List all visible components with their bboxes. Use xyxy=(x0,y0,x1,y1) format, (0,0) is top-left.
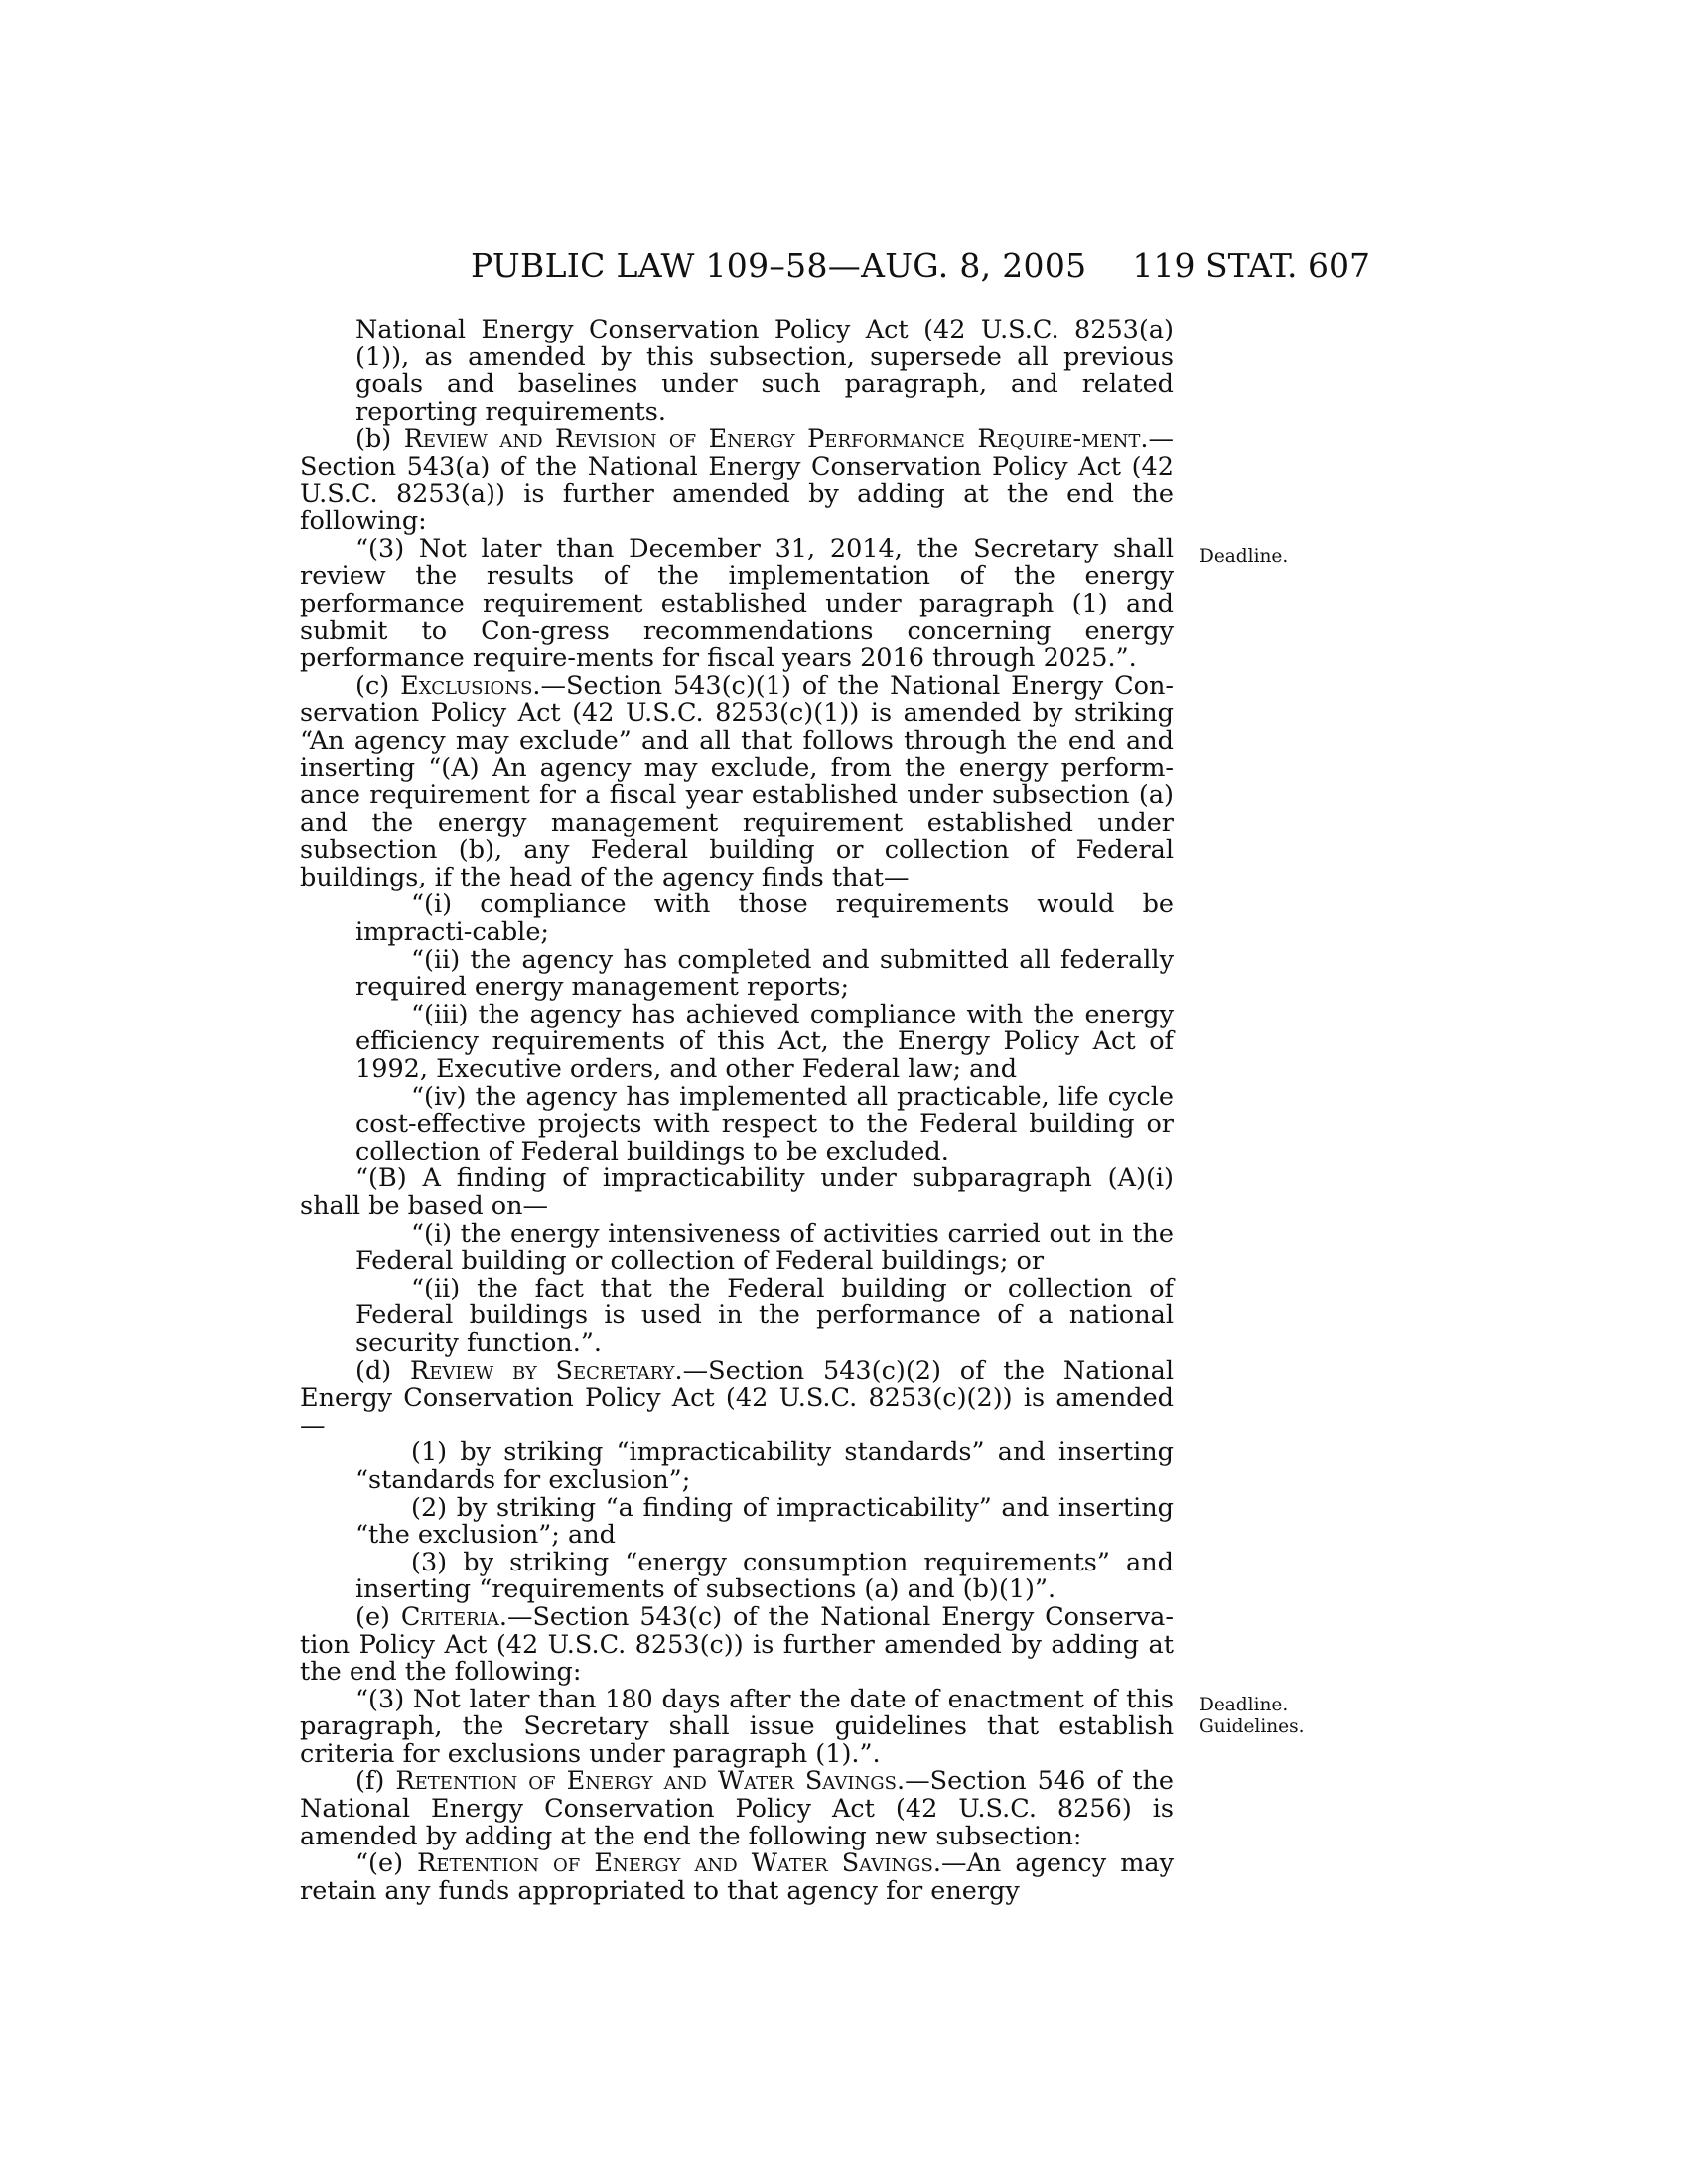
subsection-e: (e) Criteria.—Section 543(c) of the National Energy Conserva-tion Policy Act (42 U.S.C. 8253(c)) is further amended by adding at the end the following: xyxy=(300,1601,1174,1688)
margin-note-deadline: Deadline. xyxy=(1199,546,1289,567)
subsection-f: (f) Retention of Energy and Water Savings.—Section 546 of the National Energy Conservation Policy Act (42 U.S.C. 8256) is amended by adding at the end the following new subsection: xyxy=(300,1766,1174,1851)
subsection-heading: Retention of Energy and Water Savings. xyxy=(417,1848,941,1879)
clause: “(iii) the agency has achieved compliance with the energy efficiency requirements of this Act, the Energy Policy Act of 1992, Executive orders, and other Federal law; and xyxy=(355,999,1174,1085)
quoted-subsection: “(e) Retention of Energy and Water Savings.—An agency may retain any funds appropriated to that agency for energy xyxy=(300,1848,1174,1906)
subsection-b: (b) Review and Revision of Energy Performance Require-ment.—Section 543(a) of the National Energy Conservation Policy Act (42 U.S.C. 8253(a)) is further amended by adding at the end the following: xyxy=(300,424,1174,537)
page-header xyxy=(298,246,1370,290)
paragraph-item: (2) by striking “a finding of impracticability” and inserting “the exclusion”; and xyxy=(355,1492,1174,1551)
subsection-heading: Review and Revision of Energy Performance Require-ment. xyxy=(403,424,1149,455)
subparagraph: “(B) A finding of impracticability under subparagraph (A)(i) shall be based on— xyxy=(300,1163,1174,1221)
clause: “(i) compliance with those requirements would be impracti-cable; xyxy=(355,889,1174,948)
clause: “(iv) the agency has implemented all practicable, life cycle cost-effective projects with respect to the Federal building or collection of Federal buildings to be excluded. xyxy=(355,1081,1174,1166)
quoted-paragraph: “(3) Not later than 180 days after the date of enactment of this paragraph, the Secretary shall issue guidelines that establish criteria for exclusions under paragraph (1).”. xyxy=(300,1684,1174,1769)
subsection-d: (d) Review by Secretary.—Section 543(c)(2) of the National Energy Conservation Policy Act (42 U.S.C. 8253(c)(2)) is amended— xyxy=(300,1355,1174,1440)
subsection-heading: Exclusions. xyxy=(400,670,541,701)
clause: “(ii) the fact that the Federal building or collection of Federal buildings is used in the performance of a national security function.”. xyxy=(355,1273,1174,1358)
paragraph-item: (1) by striking “impracticability standards” and inserting “standards for exclusion”; xyxy=(355,1437,1174,1495)
paragraph-item: (3) by striking “energy consumption requirements” and inserting “requirements of subsections (a) and (b)(1)”. xyxy=(355,1547,1174,1605)
running-head: PUBLIC LAW 109–58—AUG. 8, 2005 xyxy=(471,246,1087,285)
margin-note-guidelines: Guidelines. xyxy=(1199,1716,1305,1737)
quoted-paragraph: “(3) Not later than December 31, 2014, the Secretary shall review the results of the implementation of the energy performance requirement established under paragraph (1) and submit to Con-gress recommendations concerning energy performance require-ments for fiscal years 2016 through 2025.”. xyxy=(300,533,1174,674)
subsection-heading: Criteria. xyxy=(400,1601,507,1632)
subsection-heading: Retention of Energy and Water Savings. xyxy=(395,1766,906,1797)
subsection-c: (c) Exclusions.—Section 543(c)(1) of the National Energy Con-servation Policy Act (42 U.S.C. 8253(c)(1)) is amended by striking “An agency may exclude” and all that follows through the end and inserting “(A) An agency may exclude, from the energy perform-ance requirement for a fiscal year established under subsection (a) and the energy management requirement established under subsection (b), any Federal building or collection of Federal buildings, if the head of the agency finds that— xyxy=(300,670,1174,892)
clause: “(i) the energy intensiveness of activities carried out in the Federal building or collection of Federal buildings; or xyxy=(355,1218,1174,1277)
margin-note-deadline: Deadline. xyxy=(1199,1695,1289,1715)
statute-text xyxy=(300,317,1174,1905)
clause: “(ii) the agency has completed and submitted all federally required energy management reports; xyxy=(355,944,1174,1003)
subsection-heading: Review by Secretary. xyxy=(410,1355,683,1386)
page-number-stat: 119 STAT. 607 xyxy=(1132,246,1370,285)
paragraph: National Energy Conservation Policy Act (42 U.S.C. 8253(a)(1)), as amended by this subsection, supersede all previous goals and baselines under such paragraph, and related reporting requirements. xyxy=(355,315,1174,427)
